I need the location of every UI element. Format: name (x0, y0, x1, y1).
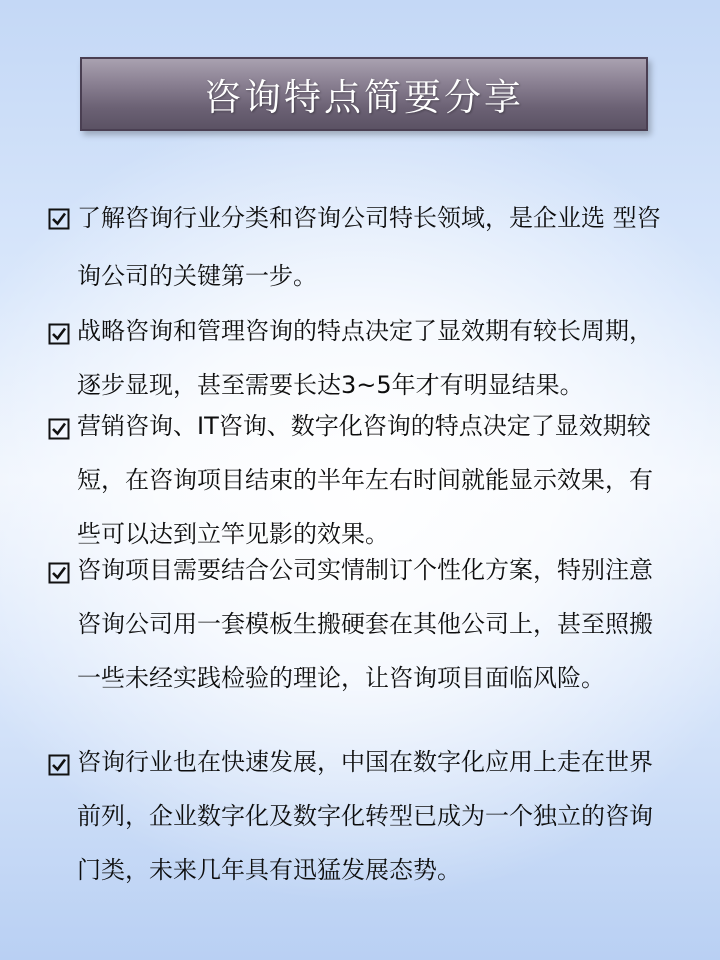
list-item (48, 748, 668, 897)
checkbox-checked-icon (48, 562, 70, 584)
point-text: 咨询行业也在快速发展，中国在数字化应用上走在世界前列，企业数字化及数字化转型已成为一个独立的咨询门类，未来几年具有迅猛发展态势。 (77, 748, 653, 884)
point-text: 咨询项目需要结合公司实情制订个性化方案，特别注意咨询公司用一套模板生搬硬套在其他公司上，甚至照搬一些未经实践检验的理论，让咨询项目面临风险。 (77, 556, 653, 692)
checkbox-checked-icon (48, 323, 70, 345)
point-text: 了解咨询行业分类和咨询公司特长领域，是企业选 型咨询公司的关键第一步。 (77, 204, 661, 290)
checkbox-checked-icon (48, 208, 70, 230)
checkbox-checked-icon (48, 418, 70, 440)
page-title: 咨询特点简要分享 (204, 76, 524, 119)
point-text: 营销咨询、IT咨询、数字化咨询的特点决定了显效期较短，在咨询项目结束的半年左右时间就能显示效果，有些可以达到立竿见影的效果。 (77, 412, 653, 548)
list-item (48, 556, 668, 705)
checkbox-checked-icon (48, 754, 70, 776)
list-item (48, 202, 668, 305)
point-text: 战略咨询和管理咨询的特点决定了显效期有较长周期，逐步显现，甚至需要长达3~5年才有明显结果。 (77, 317, 653, 399)
list-item (48, 317, 668, 412)
list-item (48, 412, 668, 561)
